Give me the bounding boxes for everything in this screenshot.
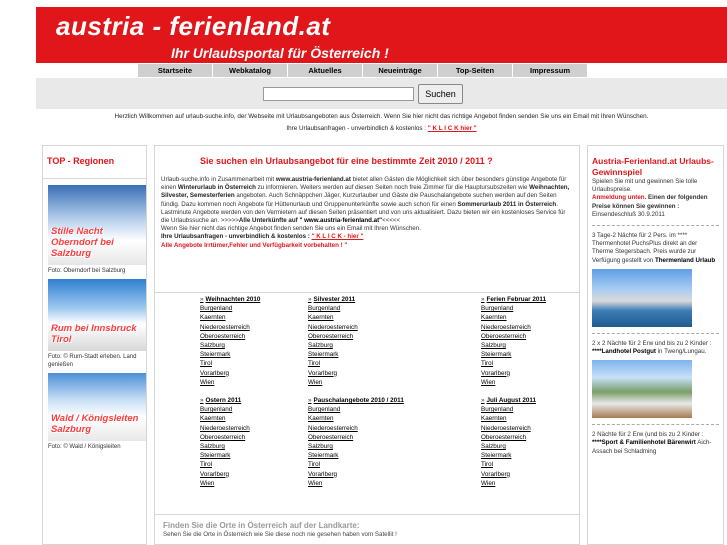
header-banner [36,7,727,63]
double-arrow-icon: » [200,296,204,303]
link-item[interactable]: Oberoesterreich [200,433,246,441]
prize3-link[interactable]: ****Sport & Familienhotel Bärenwirt [592,439,696,447]
link-item[interactable]: Vorarlberg [481,470,511,478]
link-item[interactable]: Steiermark [481,351,512,359]
right-column [587,145,724,545]
link-item[interactable]: Oberoesterreich [200,332,246,340]
link-item[interactable]: Burgenland [308,305,341,313]
contest-title: Austria-Ferienland.at Urlaubs-Gewinnspiel [592,156,714,177]
link-item[interactable]: Steiermark [200,452,231,460]
double-arrow-icon: » [200,397,204,404]
region-caption: Foto: © Wald / Königsleiten [48,444,121,450]
link-item[interactable]: Salzburg [308,342,333,350]
link-item[interactable]: Kaernten [308,314,334,322]
map-title: Finden Sie die Orte in Österreich auf der Landkarte: [163,521,360,530]
offer-links [155,292,580,512]
link-item[interactable]: Oberoesterreich [308,332,354,340]
link-item[interactable]: Burgenland [308,406,341,414]
left-column [42,145,147,545]
hotel-photo[interactable] [592,360,692,418]
link-item[interactable]: Burgenland [200,406,233,414]
link-item[interactable]: Steiermark [308,351,339,359]
link-item[interactable]: Tirol [481,461,494,469]
link-item[interactable]: Wien [308,378,323,386]
link-group: » Ferien Februar 2011 Burgenland Kaernten Niederoesterreich Oberoesterreich Salzburg Steiermark Tirol Vorarlberg Wien [481,295,580,387]
double-arrow-icon: » [308,296,312,303]
region-label: Stille Nacht Oberndorf bei Salzburg [51,226,114,259]
nav-startseite[interactable]: Startseite [138,64,213,77]
link-item[interactable]: Burgenland [481,305,514,313]
link-item[interactable]: Vorarlberg [200,369,230,377]
link-item[interactable]: Kaernten [200,314,226,322]
welcome-text: Herzlich Willkommen auf urlaub-suche.info, der Webseite mit Urlaubsangeboten aus Österreich. Wenn Sie hier nicht das richtige Angebot finden senden Sie uns ein Email mit Ihren Wünschen. [114,113,649,120]
divider [592,333,719,334]
request-link-2[interactable]: " K L I C K - hier " [311,233,364,241]
link-item[interactable]: Kaernten [308,415,334,423]
main-title: Sie suchen ein Urlaubsangebot für eine bestimmte Zeit 2010 / 2011 ? [200,156,493,166]
regions-title: TOP - Regionen [43,146,146,179]
site-slogan: Ihr Urlaubsportal für Österreich ! [171,45,389,61]
map-text: Sehen Sie die Orte in Österreich wie Sie diese noch nie gesehen haben vom Satellit ! [163,531,397,538]
link-item[interactable]: Oberoesterreich [481,332,527,340]
link-item[interactable]: Salzburg [200,443,225,451]
link-item[interactable]: Tirol [481,360,494,368]
ferienland-link[interactable]: " www.austria-ferienland.at" [299,217,383,225]
main-column [154,145,580,545]
link-item[interactable]: Salzburg [481,443,506,451]
nav-webkatalog[interactable]: Webkatalog [213,64,288,77]
link-item[interactable]: Tirol [308,461,321,469]
nav-impressum[interactable]: Impressum [513,64,588,77]
link-item[interactable]: Oberoesterreich [308,433,354,441]
link-group: » Weihnachten 2010 Burgenland Kaernten Niederoesterreich Oberoesterreich Salzburg Steiermark Tirol Vorarlberg Wien [200,295,320,387]
link-item[interactable]: Vorarlberg [308,470,338,478]
search-input[interactable] [263,87,414,101]
link-item[interactable]: Tirol [200,360,213,368]
double-arrow-icon: » [308,397,312,404]
link-item[interactable]: Kaernten [200,415,226,423]
link-item[interactable]: Kaernten [481,314,507,322]
map-section [155,514,580,538]
link-item[interactable]: Steiermark [200,351,231,359]
divider [592,225,719,226]
region-oberndorf[interactable] [48,185,147,265]
link-item[interactable]: Niederoesterreich [481,323,531,331]
region-label: Wald / Königsleiten Salzburg [51,413,139,435]
link-group: » Juli August 2011 Burgenland Kaernten Niederoesterreich Oberoesterreich Salzburg Steiermark Tirol Vorarlberg Wien [481,396,580,488]
link-item[interactable]: Niederoesterreich [200,424,250,432]
main-nav [138,64,588,77]
link-item[interactable]: Burgenland [481,406,514,414]
signup-link[interactable]: Anmeldung unten. [592,194,647,202]
link-item[interactable]: Tirol [308,360,321,368]
link-item[interactable]: Wien [481,378,496,386]
link-item[interactable]: Oberoesterreich [481,433,527,441]
region-caption: Foto: © Rum-Stadt erleben. Land genießen [48,354,137,368]
link-item[interactable]: Steiermark [308,452,339,460]
link-item[interactable]: Niederoesterreich [481,424,531,432]
link-item[interactable]: Steiermark [481,452,512,460]
link-group: » Silvester 2011 Burgenland Kaernten Niederoesterreich Oberoesterreich Salzburg Steiermark Tirol Vorarlberg Wien [308,295,428,387]
link-item[interactable]: Salzburg [308,443,333,451]
link-item[interactable]: Niederoesterreich [308,424,358,432]
link-item[interactable]: Tirol [200,461,213,469]
contest-body: Spielen Sie mit und gewinnen Sie tolle Urlaubspreise. Anmeldung unten. Einen der folgenden Preise können Sie gewinnen : Einsendeschluß 30.9.2011 3 Tage-2 Nächte für 2 Pers. im **** Thermenhotel PuchsPlus direkt an der Therme Stegersbach. Preis wurde zur Verfügung gestellt von Thermenland Urlaub 2 x 2 Nächte für 2 Erw und bis zu 2 Kinder : ****Landhotel Postgut in Tweng/Lungau. 2 Nächte für 2 Erw (und bis zu 2 Kinder : ****Sport & Familienhotel Bärenwirt Aich-Assach bei Schladming [588,178,723,456]
link-item[interactable]: Wien [200,378,215,386]
region-label: Rum bei Innsbruck Tirol [51,323,137,345]
link-item[interactable]: Niederoesterreich [308,323,358,331]
link-group: » Pauschalangebote 2010 / 2011 Burgenland Kaernten Niederoesterreich Oberoesterreich Salzburg Steiermark Tirol Vorarlberg Wien [308,396,458,488]
nav-top-seiten[interactable]: Top-Seiten [438,64,513,77]
link-item[interactable]: Wien [481,479,496,487]
site-logo[interactable]: austria - ferienland.at [56,11,331,41]
divider [592,424,719,425]
link-item[interactable]: Salzburg [481,342,506,350]
welcome-request: Ihre Urlaubsanfragen - unverbindlich & kostenlos : " K L I C K hier " [286,125,477,132]
link-item[interactable]: Burgenland [200,305,233,313]
disclaimer: Alle Angebote Irrtümer,Fehler und Verfügbarkeit vorbehalten ! " [161,241,348,249]
double-arrow-icon: » [481,296,485,303]
hotel-photo[interactable] [592,269,692,327]
prize1-link[interactable]: Thermenland Urlaub [654,256,716,264]
link-item[interactable]: Salzburg [200,342,225,350]
link-group: » Ostern 2011 Burgenland Kaernten Niederoesterreich Oberoesterreich Salzburg Steiermark Tirol Vorarlberg Wien [200,396,320,488]
link-item[interactable]: Wien [200,479,215,487]
link-item[interactable]: Vorarlberg [308,369,338,377]
double-arrow-icon: » [481,397,485,404]
request-link[interactable]: " K L I C K hier " [427,125,477,132]
search-button[interactable]: Suchen [418,84,463,104]
region-wald[interactable] [48,373,147,441]
link-item[interactable]: Wien [308,479,323,487]
main-intro: Urlaub-suche.info in Zusammenarbeit mit www.austria-ferienland.at bietet allen Gästen die Möglichkeit sich über besonders günstige Angebote für einen Winterurlaub in Österreich zu informieren. Weiters werden auf diesen Seiten noch freie Zimmer für die Hauptursubszeiten wie Weihnachten, Silvester, Semesterferien angeboten. Auch Schnäppchen Jäger, Kurzurlauber und Gäste die Pauschalangebote suchen werden auf den Seiten fündig. Dazu kommen noch Angebote für Hüttenurlaub und Gruppenunterkünfte sowie auch schon für einen Sommerurlaub 2011 in Österreich. Lastminute Angebote werden von den Vermietern auf diesen Seiten präsentiert und von uns aktualisiert. Dazu bieten wir ein kostenloses Service für die Urlaubssuche an. >>>>>Alle Unterkünfte auf " www.austria-ferienland.at"<<<<< Wenn Sie hier nicht das richtige Angebot finden senden Sie uns ein Email mit Ihren Wünschen. Ihre Urlaubsanfragen - unverbindlich & kostenlos : " K L I C K - hier " Alle Angebote Irrtümer,Fehler und Verfügbarkeit vorbehalten ! " [161,176,570,249]
link-item[interactable]: Kaernten [481,415,507,423]
prize2-link[interactable]: ****Landhotel Postgut [592,348,656,356]
link-item[interactable]: Vorarlberg [200,470,230,478]
nav-neueintraege[interactable]: Neueinträge [363,64,438,77]
link-item[interactable]: Niederoesterreich [200,323,250,331]
link-item[interactable]: Vorarlberg [481,369,511,377]
search-bar [36,78,727,109]
region-caption: Foto: Oberndorf bei Salzburg [48,268,126,274]
region-rum[interactable] [48,279,147,351]
nav-aktuelles[interactable]: Aktuelles [288,64,363,77]
